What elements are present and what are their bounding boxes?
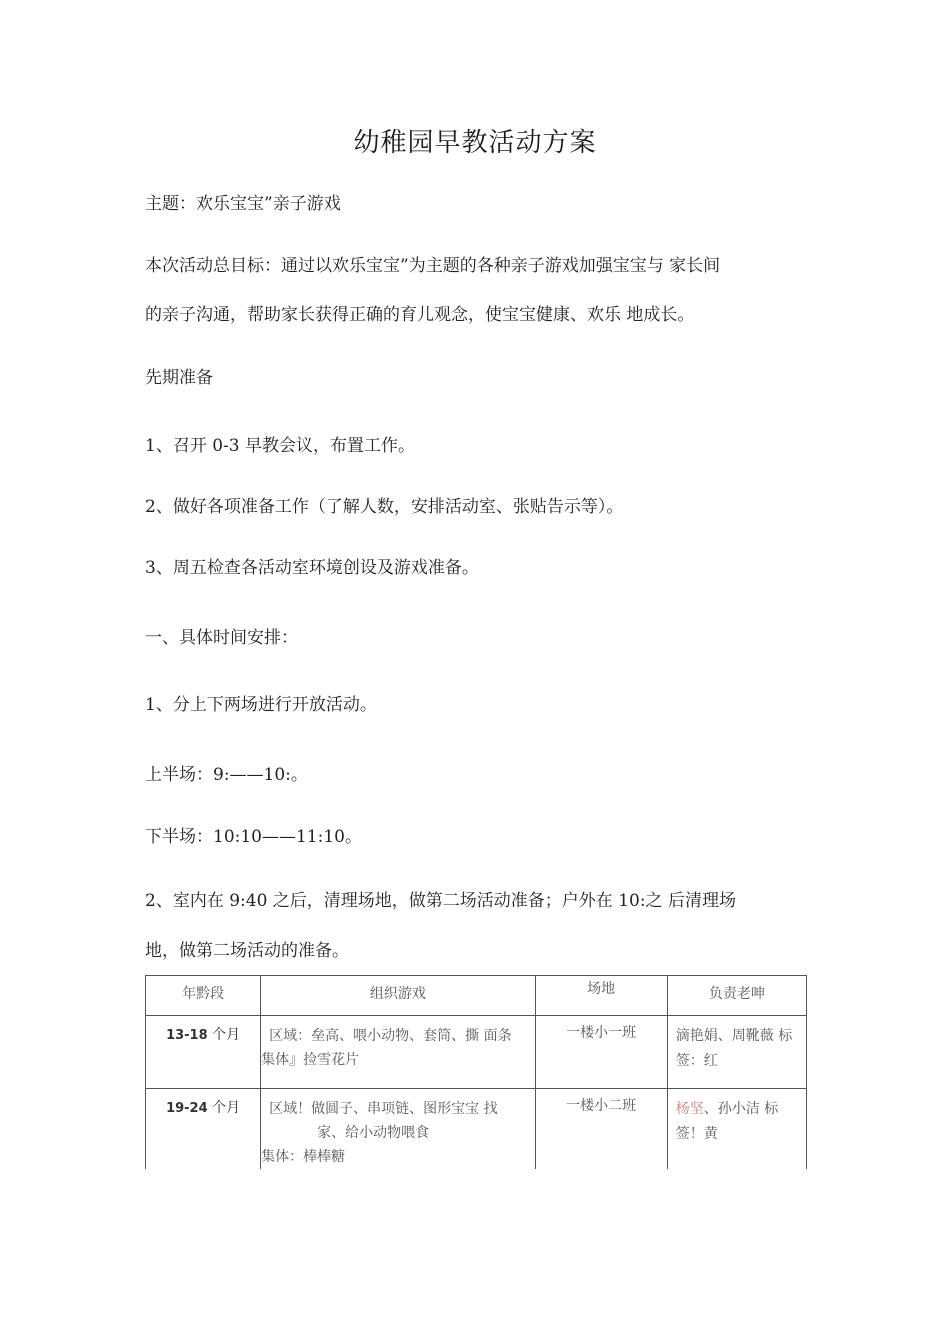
table-row <box>146 1089 807 1170</box>
age-range: 19-24 个月 <box>166 1100 241 1116</box>
document-title: 幼稚园早教活动方案 <box>353 128 597 158</box>
place-cell: 一楼小一班 <box>566 1025 637 1041</box>
schedule-item-1: 1、分上下两场进行开放活动。 <box>145 695 377 715</box>
second-half-time: 下半场：10:10——11:10。 <box>145 827 362 847</box>
theme-line: 主题：欢乐宝宝”亲子游戏 <box>145 194 341 214</box>
header-teacher: 负责老呻 <box>708 986 765 1002</box>
activity-cell: 区域！做圆子、串项链、图形宝宝 找 家、给小动物喂食 集体：棒棒糖 <box>261 1101 498 1165</box>
header-place: 场地 <box>587 981 616 997</box>
schedule-item-2-line-2: 地，做第二场活动的准备。 <box>145 941 349 961</box>
prep-item-2: 2、做好各项准备工作（了解人数，安排活动室、张贴告示等）。 <box>145 497 624 517</box>
teacher-cell: 滴艳娟、周靴薇 标 签：红 <box>675 1028 793 1069</box>
schedule-item-2-line-1: 2、室内在 9:40 之后，清理场地，做第二场活动准备；户外在 10:之 后清理场 <box>145 891 736 911</box>
table-header-row <box>146 976 807 1016</box>
header-games: 组织游戏 <box>369 986 426 1002</box>
schedule-heading: 一、具体时间安排： <box>145 628 298 648</box>
prep-item-1: 1、召开 0-3 早教会议，布置工作。 <box>145 436 415 456</box>
first-half-time: 上半场：9:——10:。 <box>145 765 308 785</box>
age-range: 13-18 个月 <box>166 1027 241 1043</box>
place-cell: 一楼小二班 <box>566 1098 637 1114</box>
prep-item-3: 3、周五检查各活动室环境创设及游戏准备。 <box>145 558 479 578</box>
table-row <box>146 1016 807 1089</box>
goal-line-1: 本次活动总目标：通过以欢乐宝宝”为主题的各种亲子游戏加强宝宝与 家长间 <box>145 256 721 276</box>
activity-cell: 区域：垒高、喂小动物、套筒、撕 面条 集体』捡雪花片 <box>261 1028 512 1068</box>
teacher-cell: 杨坚、孙小洁 标 签！黄 <box>675 1101 779 1142</box>
header-age: 年黔段 <box>182 986 225 1002</box>
activity-table <box>145 975 807 1169</box>
prep-heading: 先期准备 <box>145 368 213 388</box>
goal-line-2: 的亲子沟通，帮助家长获得正确的育儿观念，使宝宝健康、欢乐 地成长。 <box>145 305 695 325</box>
